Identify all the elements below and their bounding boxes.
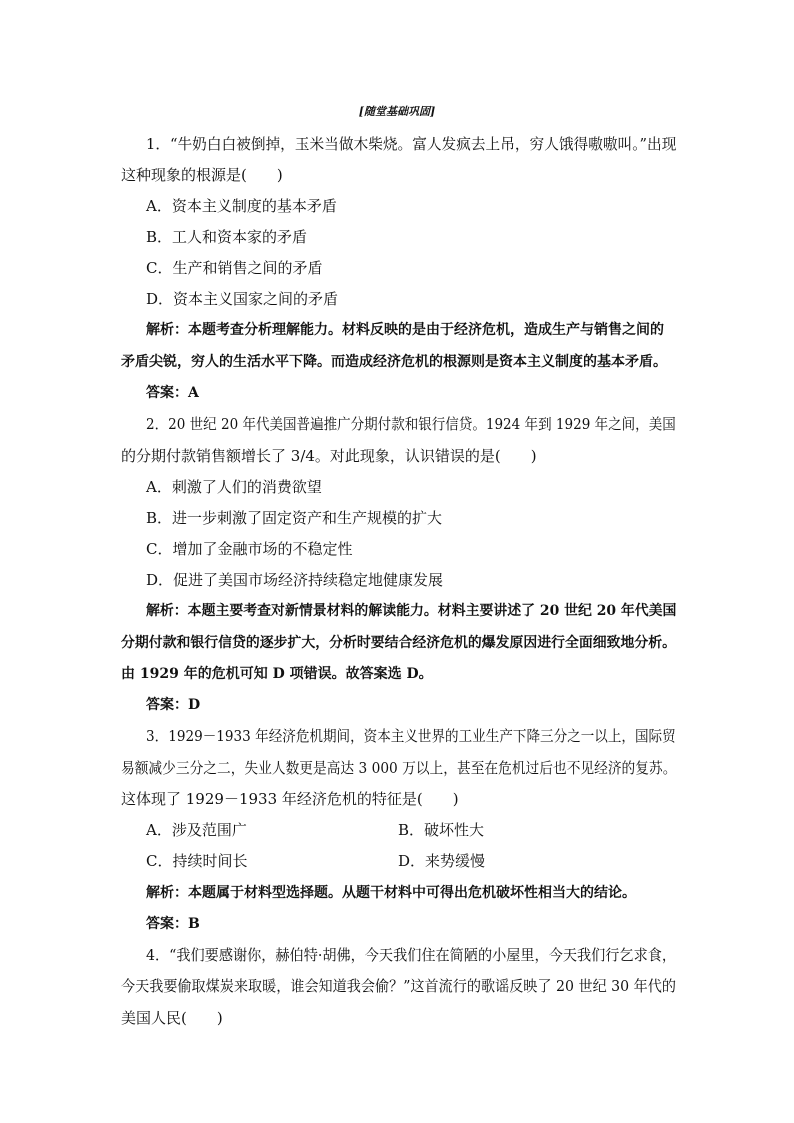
q2-option-d: D．促进了美国市场经济持续稳定地健康发展 [146,571,444,589]
q4-stem-line-2: 今天我要偷取煤炭来取暖，谁会知道我会偷？”这首流行的歌谣反映了 20 世纪 30 年代的 [121,977,676,995]
q1-analysis-line-2: 矛盾尖锐，穷人的生活水平下降。而造成经济危机的根源则是资本主义制度的基本矛盾。 [121,354,667,370]
q2-stem-line-1: 2．20 世纪 20 年代美国普遍推广分期付款和银行信贷。1924 年到 1929 年之间，美国 [146,415,676,433]
q3-analysis-line-1: 解析：本题属于材料型选择题。从题干材料中可得出危机破坏性相当大的结论。 [146,885,636,901]
q2-option-b: B．进一步刺激了固定资产和生产规模的扩大 [146,509,443,527]
q3-stem-line-2: 易额减少三分之二，失业人数更是高达 3 000 万以上，甚至在危机过后也不见经济的复苏。 [121,759,677,777]
section-header: [随堂基础巩固] [358,105,436,118]
q3-option-a: A．涉及范围广 [146,821,247,839]
q1-analysis-line-1: 解析：本题考查分析理解能力。材料反映的是由于经济危机，造成生产与销售之间的 [146,322,664,338]
q3-stem-line-1: 3．1929－1933 年经济危机期间，资本主义世界的工业生产下降三分之一以上，国际贸 [146,727,676,745]
q1-stem-line-2: 这种现象的根源是( ) [121,166,283,184]
q4-stem-line-3: 美国人民( ) [121,1009,223,1027]
q1-option-a: A．资本主义制度的基本矛盾 [146,197,337,215]
q3-option-c: C．持续时间长 [146,852,248,870]
q3-option-d: D．来势缓慢 [398,852,486,870]
q3-stem-line-3: 这体现了 1929－1933 年经济危机的特征是( ) [121,790,459,808]
q2-option-a: A．刺激了人们的消费欲望 [146,478,322,496]
q3-answer: 答案：B [146,916,200,932]
q2-analysis-line-3: 由 1929 年的危机可知 D 项错误。故答案选 D。 [121,666,433,682]
q2-analysis-line-2: 分期付款和银行信贷的逐步扩大，分析时要结合经济危机的爆发原因进行全面细致地分析。 [121,635,677,651]
q1-option-b: B．工人和资本家的矛盾 [146,228,308,246]
q2-stem-line-2: 的分期付款销售额增长了 3/4。对此现象，认识错误的是( ) [121,447,537,465]
q2-option-c: C．增加了金融市场的不稳定性 [146,540,353,558]
q1-option-c: C．生产和销售之间的矛盾 [146,259,323,277]
q1-option-d: D．资本主义国家之间的矛盾 [146,290,339,308]
q1-stem-line-1: 1．“牛奶白白被倒掉，玉米当做木柴烧。富人发疯去上吊，穷人饿得嗷嗷叫。”出现 [146,135,677,153]
q2-answer: 答案：D [146,697,201,713]
q1-answer: 答案：A [146,385,199,401]
q3-option-b: B．破坏性大 [398,821,485,839]
q4-stem-line-1: 4．“我们要感谢你，赫伯特·胡佛，今天我们住在简陋的小屋里，今天我们行乞求食， [146,946,677,964]
q2-analysis-line-1: 解析：本题主要考查对新情景材料的解读能力。材料主要讲述了 20 世纪 20 年代美国 [146,603,677,619]
